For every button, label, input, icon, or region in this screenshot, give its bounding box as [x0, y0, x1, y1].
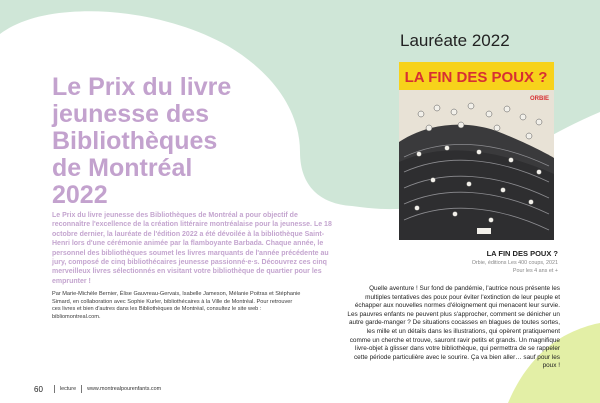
book-cover [399, 62, 554, 240]
book-age-range: Pour les 4 ans et + [512, 268, 558, 274]
cover-title: LA FIN DES POUX ? [404, 69, 548, 86]
book-title: LA FIN DES POUX ? [486, 249, 558, 258]
book-cover-illustration [399, 62, 554, 240]
intro-paragraph: Le Prix du livre jeunesse des Bibliothèques de Montréal a pour objectif de reconnaître l'excellence de la création littéraire montréalaise pour la jeunesse. Le 18 octobre dernier, la lauréate de l'édition 2022 a été dévoilée à la bibliothèque Saint-Henri lors d'une cérémonie animée par la flamboyante Barbada. Chaque année, le personnel des bibliothèques soumet les livres marquants de l'année précédente au jury, composé de cinq bibliothécaires jeunesse passionné·e·s. Découvrez ces cinq merveilleux livres sélectionnés en visitant votre bibliothèque de quartier pour les emprunter ! [52, 212, 332, 285]
cover-author: ORBIE [529, 96, 549, 102]
footer-url: www.montrealpourenfants.com [87, 386, 162, 392]
footer-divider [81, 385, 82, 393]
footer-divider [54, 385, 55, 393]
page-number: 60 [34, 384, 43, 394]
page-title-line: jeunesse des [52, 100, 210, 128]
page-title [52, 74, 352, 209]
laureate-heading: Lauréate 2022 [400, 31, 510, 50]
credits-paragraph: Par Marie-Michèle Bernier, Élise Gauvreau-Gervais, Isabelle Jameson, Mélanie Poitras et Stéphanie Simard, en collaboration avec Sophie Kurler, bibliothécaires à la Ville de Montréal. Pour retrouver ces livres et bien d'autres dans les Bibliothèques de Montréal, consultez le site web : bibliomontreal.com. [52, 291, 301, 320]
book-review: Quelle aventure ! Sur fond de pandémie, l'autrice nous présente les multiples tentatives des poux pour éviter l'extinction de leur peuple et échapper aux nouvelles normes d'éloignement qui menacent leur survie. Les pauvres enfants ne peuvent plus s'approcher, comment se dénicher un autre garde-manger ? De situations cocasses en blagues de toutes sortes, les mille et un détails dans les illustrations, qui opèrent pratiquement comme un cherche et trouve, sauront ravir petits et grands. Un magnifique livre-objet à glisser dans votre bibliothèque, qui permettra de se rappeler cette période particulière avec le sourire. Ça va bien aller… sauf pour les poux ! [347, 285, 560, 370]
page-title-line: de Montréal [52, 154, 193, 182]
page-title-line: Bibliothèques [52, 127, 218, 155]
page-title-line: 2022 [52, 181, 108, 209]
footer-section: lecture [59, 386, 77, 392]
page-title-line: Le Prix du livre [52, 73, 232, 101]
page-footer [34, 383, 161, 395]
book-publisher: Orbie, éditions Les 400 coups, 2021 [471, 260, 558, 266]
